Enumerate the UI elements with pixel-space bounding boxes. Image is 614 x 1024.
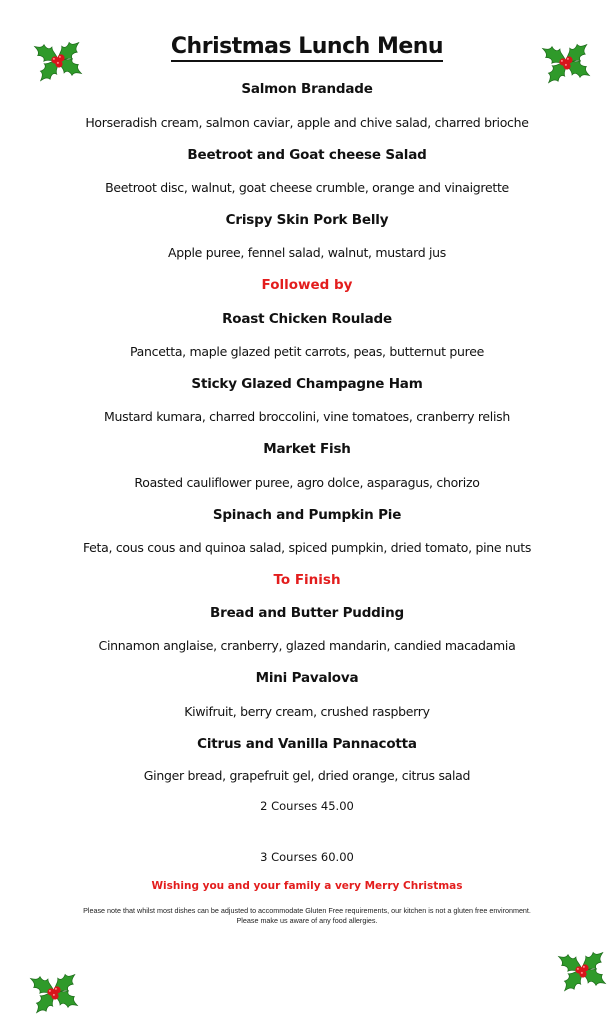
dish-description: Beetroot disc, walnut, goat cheese crumble, orange and vinaigrette	[105, 180, 509, 195]
menu-title: Christmas Lunch Menu	[0, 34, 614, 59]
dish-name: Beetroot and Goat cheese Salad	[187, 147, 427, 163]
dish-name: Crispy Skin Pork Belly	[225, 212, 389, 228]
dish-name: Salmon Brandade	[241, 81, 373, 97]
dish-description: Apple puree, fennel salad, walnut, mustard jus	[167, 245, 447, 260]
holly-berry	[563, 62, 570, 69]
section-heading: To Finish	[273, 572, 341, 588]
section-heading: Followed by	[261, 277, 353, 293]
allergen-note: Please note that whilst most dishes can be adjusted to accommodate Gluten Free requirements, our kitchen is not a gluten free environment.	[83, 906, 531, 915]
dish-name: Sticky Glazed Champagne Ham	[191, 376, 423, 392]
holly-berry-highlight	[53, 994, 55, 996]
dish-name: Mini Pavalova	[255, 670, 359, 686]
holly-berry-highlight	[583, 966, 585, 968]
dish-name: Roast Chicken Roulade	[222, 311, 392, 327]
holly-berry	[579, 970, 586, 977]
holly-berry-highlight	[565, 64, 567, 66]
holly-berry-highlight	[581, 972, 583, 974]
dish-name: Bread and Butter Pudding	[210, 605, 404, 621]
allergen-note: Please make us aware of any food allergies.	[236, 916, 378, 925]
dish-name: Citrus and Vanilla Pannacotta	[197, 736, 417, 752]
holly-berry-highlight	[577, 968, 579, 970]
dish-description: Horseradish cream, salmon caviar, apple and chive salad, charred brioche	[85, 115, 529, 130]
dish-description: Cinnamon anglaise, cranberry, glazed mandarin, candied macadamia	[98, 638, 516, 653]
holly-icon	[24, 962, 84, 1022]
dish-description: Roasted cauliflower puree, agro dolce, asparagus, chorizo	[134, 475, 480, 490]
holly-berry-highlight	[57, 62, 59, 64]
dish-description: Feta, cous cous and quinoa salad, spiced pumpkin, dried tomato, pine nuts	[82, 540, 532, 555]
price-two-courses: 2 Courses 45.00	[260, 799, 354, 813]
dish-description: Mustard kumara, charred broccolini, vine tomatoes, cranberry relish	[104, 409, 510, 424]
dish-name: Market Fish	[263, 441, 351, 457]
holly-berry-highlight	[49, 990, 51, 992]
holly-berry	[55, 60, 62, 67]
dish-description: Ginger bread, grapefruit gel, dried orange, citrus salad	[143, 768, 471, 783]
holly-berry	[51, 992, 58, 999]
holly-berry-highlight	[561, 60, 563, 62]
holly-icon	[552, 940, 612, 1000]
dish-description: Kiwifruit, berry cream, crushed raspberry	[184, 704, 430, 719]
dish-description: Pancetta, maple glazed petit carrots, peas, butternut puree	[130, 344, 484, 359]
christmas-greeting: Wishing you and your family a very Merry Christmas	[151, 880, 463, 892]
holly-berry-highlight	[55, 988, 57, 990]
price-three-courses: 3 Courses 60.00	[260, 850, 354, 864]
dish-name: Spinach and Pumpkin Pie	[212, 507, 402, 523]
